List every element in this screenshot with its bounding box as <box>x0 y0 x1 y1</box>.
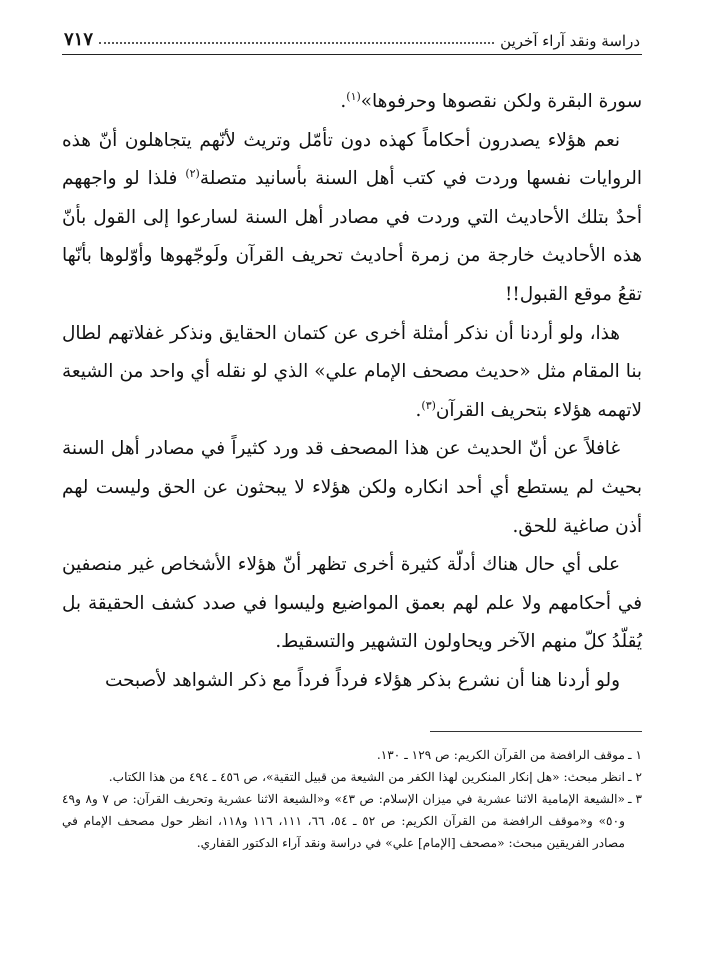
footnote-ref: (٣) <box>421 398 436 412</box>
page-number: ٧١٧ <box>64 29 94 50</box>
footnote-ref: (١) <box>346 89 361 103</box>
footnote-text: موقف الرافضة من القرآن الكريم: ص ١٢٩ ـ ١٣٠. <box>376 747 625 762</box>
running-title: دراسة ونقد آراء آخرين <box>500 32 640 50</box>
footnote-number: ٢ ـ <box>628 769 642 784</box>
footnote <box>62 766 642 788</box>
paragraph: غافلاً عن أنّ الحديث عن هذا المصحف قد ورد كثيراً في مصادر أهل السنة بحيث لم يستطع أي أحد انكاره ولكن هؤلاء لا يبحثون عن الحق وليست لهم أذن صاغية للحق. <box>62 438 642 537</box>
main-text <box>62 83 642 701</box>
footnote-ref: (٢) <box>185 167 200 181</box>
footnote-number: ١ ـ <box>628 747 642 762</box>
running-header <box>62 22 642 55</box>
footnote-number: ٣ ـ <box>628 791 642 806</box>
footnote-text: «الشيعة الإمامية الاثنا عشرية في ميزان الإسلام: ص ٤٣» و«الشيعة الاثنا عشرية وتحريف القرآن: ص ٧ و٨ و٤٩ و٥٠» و«موقف الرافضة من القرآن الكريم: ص ٥٢ ـ ٥٤، ٦٦، ١١١، ١١٦ و١١٨، انظر حول مصحف الإمام في مصادر الفريقين مبحث: «مصحف [الإمام] علي» في دراسة ونقد آراء الدكتور القفاري. <box>62 791 626 850</box>
footnotes <box>62 744 642 854</box>
page <box>62 22 642 854</box>
footnote-separator <box>430 731 642 732</box>
paragraph: سورة البقرة ولكن نقصوها وحرفوها»$^{(١)}$. <box>340 89 642 112</box>
footnote <box>62 744 642 766</box>
paragraph: نعم هؤلاء يصدرون أحكاماً كهذه دون تأمّل وتريث لأنّهم يتجاهلون أنّ هذه الروايات نفسها وردت في كتب أهل السنة بأسانيد متصلة$^{(٢)}$ فلذا لو واجههم أحدٌ بتلك الأحاديث التي وردت في مصادر أهل السنة لسارعوا إلى القول بأنّ هذه الأحاديث خارجة من زمرة أحاديث تحريف القرآن ولَوجّهوها وأوّلوها بأنّها تقعُ موقع القبول!! <box>62 129 642 305</box>
paragraph: على أي حال هناك أدلّة كثيرة أخرى تظهر أنّ هؤلاء الأشخاص غير منصفين في أحكامهم ولا علم لهم بعمق المواضيع وليسوا في صدد كشف الحقيقة بل يُقلّدُ كلّ منهم الآخر ويحاولون التشهير والتسقيط. <box>62 554 642 653</box>
paragraph: هذا، ولو أردنا أن نذكر أمثلة أخرى عن كتمان الحقايق ونذكر غفلاتهم لطال بنا المقام مثل «حديث مصحف الإمام علي» الذي لو نقله أي واحد من الشيعة لاتهمه هؤلاء بتحريف القرآن$^{(٣)}$. <box>62 322 642 421</box>
footnote-text: انظر مبحث: «هل إنكار المنكرين لهذا الكفر من الشيعة من قبيل التقية»، ص ٤٥٦ ـ ٤٩٤ من هذا الكتاب. <box>108 769 625 784</box>
footnote <box>62 788 642 854</box>
paragraph: ولو أردنا هنا أن نشرع بذكر هؤلاء فرداً فرداً مع ذكر الشواهد لأصبحت <box>104 669 620 691</box>
header-leader-dots <box>99 42 494 44</box>
